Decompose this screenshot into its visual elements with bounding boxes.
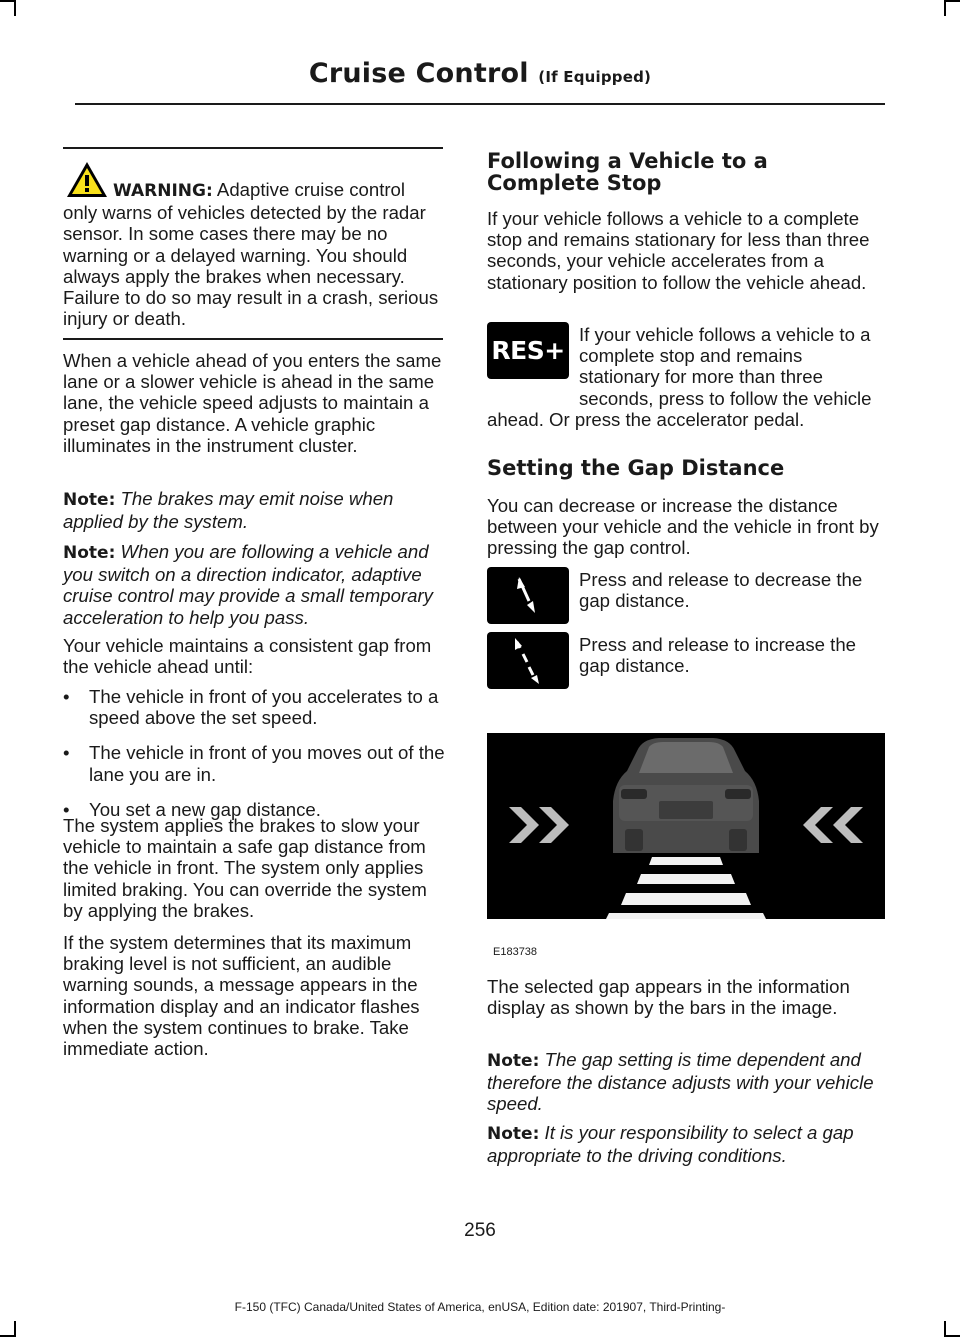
crop-mark [14, 0, 16, 16]
paragraph: When a vehicle ahead of you enters the same lane or a slower vehicle is ahead in the same lane, the vehicle speed adjusts to maintain a preset gap distance. A vehicle graphic illuminates in the instrument cluster. [63, 350, 442, 456]
warning-body: Adaptive cruise control only warns of vehicles detected by the radar sensor. In some cases there may be no warning or a delayed warning. You should always apply the brakes when necessary. Failure to do so may result in a crash, serious injury or death. [63, 179, 439, 330]
note [487, 1049, 881, 1115]
paragraph: You can decrease or increase the distance between your vehicle and the vehicle in front by pressing the gap control. [487, 495, 879, 559]
note-text: When you are following a vehicle and you switch on a direction indicator, adaptive cruise control may provide a small temporary acceleration to help you pass. [63, 541, 433, 628]
note-label: Note: [63, 543, 116, 563]
paragraph: If the system determines that its maximum braking level is not sufficient, an audible warning sounds, a message appears in the information display and an indicator flashes when the system continues to brake. Take immediate action. [63, 932, 420, 1060]
note-label: Note: [487, 1051, 540, 1071]
warning-box [63, 147, 443, 340]
list-item: • The vehicle in front of you accelerates to a speed above the set speed. [63, 686, 439, 729]
note-text: It is your responsibility to select a gap appropriate to the driving conditions. [487, 1122, 854, 1167]
header-subtitle: (If Equipped) [538, 68, 652, 86]
bullet-list [63, 686, 447, 834]
paragraph: If your vehicle follows a vehicle to a complete stop and remains stationary for less than three seconds, your vehicle accelerates from a stationary position to follow the vehicle ahead. [487, 208, 870, 293]
paragraph: Your vehicle maintains a consistent gap from the vehicle ahead until: [63, 635, 432, 678]
gap-decrease-icon [487, 567, 569, 624]
header-divider [75, 103, 885, 105]
section-heading: Setting the Gap Distance [487, 456, 785, 480]
page-header [0, 58, 960, 89]
page-number: 256 [464, 1220, 496, 1241]
res-plus-button-icon: RES+ [487, 322, 569, 379]
crop-mark [944, 0, 946, 16]
note-label: Note: [63, 490, 116, 510]
paragraph: The system applies the brakes to slow your vehicle to maintain a safe gap distance from the vehicle in front. The system only applies limited braking. You can override the system by applying the brakes. [63, 815, 427, 921]
footer: F-150 (TFC) Canada/United States of America, enUSA, Edition date: 201907, Third-Printing- [234, 1300, 726, 1314]
section-heading: Following a Vehicle to a Complete Stop [487, 149, 768, 195]
crop-mark [0, 0, 14, 2]
paragraph: If your vehicle follows a vehicle to a complete stop and remains stationary for more than three seconds, press to follow the vehicle ahead. Or press the accelerator pedal. [487, 324, 872, 430]
note-text: The gap setting is time dependent and therefore the distance adjusts with your vehicle speed. [487, 1049, 874, 1115]
list-item: • You set a new gap distance. [63, 798, 321, 820]
increase-text: Press and release to increase the gap distance. [579, 634, 856, 677]
image-code: E183738 [493, 946, 538, 958]
list-item: • The vehicle in front of you moves out of the lane you are in. [63, 742, 445, 785]
note [487, 1122, 881, 1166]
warning-text [63, 179, 441, 329]
crop-mark [14, 1321, 16, 1337]
warning-label: WARNING: [113, 181, 213, 201]
header-title: Cruise Control [308, 58, 529, 89]
note-label: Note: [487, 1124, 540, 1144]
crop-mark [946, 0, 960, 2]
note-text: The brakes may emit noise when applied by the system. [63, 488, 394, 533]
note [63, 488, 447, 532]
note [63, 541, 447, 628]
paragraph: The selected gap appears in the information display as shown by the bars in the image. [487, 976, 850, 1019]
decrease-text: Press and release to decrease the gap distance. [579, 569, 863, 612]
gap-increase-icon [487, 632, 569, 689]
gap-distance-display-image [487, 733, 885, 919]
